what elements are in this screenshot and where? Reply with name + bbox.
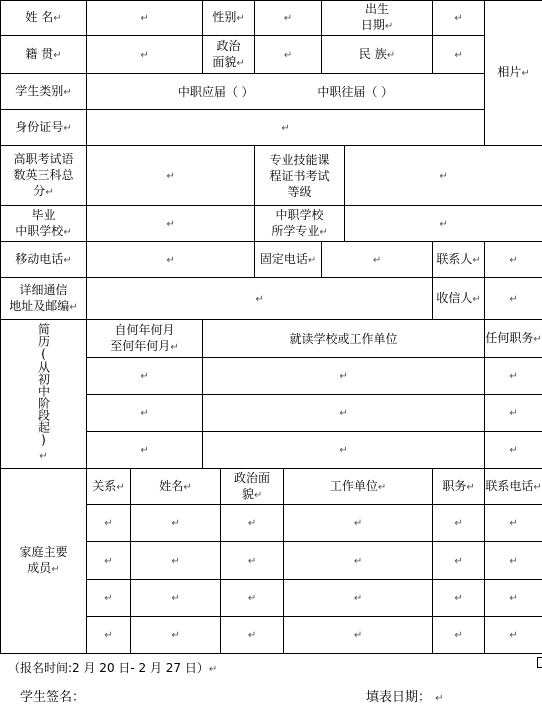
category-field[interactable] <box>87 74 485 110</box>
grad-school-field[interactable]: ↵ <box>87 206 255 242</box>
major-field[interactable]: ↵ <box>345 206 542 242</box>
resume-header-row <box>1 320 542 358</box>
resume-col-period: 自何年何月 至何年何月↵ <box>87 320 203 358</box>
row-phone <box>1 242 542 278</box>
resume-col-position: 任何职务↵ <box>485 320 542 358</box>
family-phone-cell[interactable]: ↵ <box>485 617 542 654</box>
name-label: 姓 名↵ <box>1 1 87 36</box>
family-position-cell[interactable]: ↵ <box>433 617 485 654</box>
contact-field[interactable]: ↵ <box>485 242 542 278</box>
row-id <box>1 110 542 146</box>
native-field[interactable]: ↵ <box>87 36 203 74</box>
family-name-cell[interactable]: ↵ <box>131 505 221 542</box>
address-label: 详细通信 地址及邮编↵ <box>1 278 87 320</box>
category-current[interactable]: 中职应届（ ） <box>177 84 254 99</box>
recipient-label: 收信人↵ <box>433 278 485 320</box>
resume-period-cell[interactable]: ↵ <box>87 432 203 469</box>
gender-field[interactable]: ↵ <box>255 1 322 36</box>
student-signature-label: 学生签名： <box>20 690 86 705</box>
family-relation-cell[interactable]: ↵ <box>87 580 131 617</box>
category-past[interactable]: 中职往届（ ） <box>317 84 394 99</box>
ethnic-label: 民 族↵ <box>322 36 433 74</box>
skill-cert-field[interactable]: ↵ <box>345 146 542 206</box>
recipient-field[interactable]: ↵ <box>485 278 542 320</box>
family-name-cell[interactable]: ↵ <box>131 617 221 654</box>
resume-title: 简历(从初中阶段起) ↵ <box>1 320 87 469</box>
resume-period-cell[interactable]: ↵ <box>87 358 203 395</box>
resume-position-cell[interactable]: ↵ <box>485 395 542 432</box>
mobile-field[interactable]: ↵ <box>87 242 255 278</box>
contact-label: 联系人↵ <box>433 242 485 278</box>
row-category <box>1 74 542 110</box>
political-label: 政治 面貌↵ <box>203 36 255 74</box>
family-name-cell[interactable]: ↵ <box>131 580 221 617</box>
row-name <box>1 1 542 36</box>
skill-cert-label: 专业技能课 程证书考试 等级 <box>255 146 345 206</box>
family-phone-cell[interactable]: ↵ <box>485 505 542 542</box>
mobile-label: 移动电话↵ <box>1 242 87 278</box>
family-political-cell[interactable]: ↵ <box>221 505 284 542</box>
resume-period-cell[interactable]: ↵ <box>87 395 203 432</box>
family-phone-cell[interactable]: ↵ <box>485 580 542 617</box>
family-col-relation: 关系↵ <box>87 469 131 505</box>
id-field[interactable]: ↵ <box>87 110 485 146</box>
exam-score-label: 高职考试语 数英三科总 分↵ <box>1 146 87 206</box>
birth-field[interactable]: ↵ <box>433 1 485 36</box>
family-political-cell[interactable]: ↵ <box>221 542 284 580</box>
registration-period: （报名时间:2 月 20 日- 2 月 27 日）↵ <box>8 661 218 675</box>
row-address <box>1 278 542 320</box>
address-field[interactable]: ↵ <box>87 278 433 320</box>
row-native <box>1 36 542 74</box>
family-col-political: 政治面 貌↵ <box>221 469 284 505</box>
row-scores <box>1 146 542 206</box>
fill-date-label: 填表日期： ↵ <box>366 690 444 705</box>
resume-school-cell[interactable]: ↵ <box>203 395 485 432</box>
family-col-name: 姓名↵ <box>131 469 221 505</box>
political-field[interactable]: ↵ <box>255 36 322 74</box>
family-col-phone: 联系电话↵ <box>485 469 542 505</box>
landline-label: 固定电话↵ <box>255 242 322 278</box>
family-relation-cell[interactable]: ↵ <box>87 617 131 654</box>
category-label: 学生类别↵ <box>1 74 87 110</box>
family-phone-cell[interactable]: ↵ <box>485 542 542 580</box>
family-political-cell[interactable]: ↵ <box>221 617 284 654</box>
family-relation-cell[interactable]: ↵ <box>87 542 131 580</box>
family-header-row <box>1 469 542 505</box>
resume-col-school: 就读学校或工作单位 <box>203 320 485 358</box>
family-position-cell[interactable]: ↵ <box>433 580 485 617</box>
family-title: 家庭主要 成员↵ <box>1 469 87 654</box>
exam-score-field[interactable]: ↵ <box>87 146 255 206</box>
resume-school-cell[interactable]: ↵ <box>203 358 485 395</box>
grad-school-label: 毕业 中职学校↵ <box>1 206 87 242</box>
birth-label: 出生 日期↵ <box>322 1 433 36</box>
family-relation-cell[interactable]: ↵ <box>87 505 131 542</box>
row-school <box>1 206 542 242</box>
major-label: 中职学校 所学专业↵ <box>255 206 345 242</box>
native-label: 籍 贯↵ <box>1 36 87 74</box>
landline-field[interactable]: ↵ <box>322 242 433 278</box>
id-label: 身份证号↵ <box>1 110 87 146</box>
family-position-cell[interactable]: ↵ <box>433 505 485 542</box>
resume-position-cell[interactable]: ↵ <box>485 358 542 395</box>
resume-position-cell[interactable]: ↵ <box>485 432 542 469</box>
family-col-position: 职务↵ <box>433 469 485 505</box>
gender-label: 性别↵ <box>203 1 255 36</box>
name-field[interactable]: ↵ <box>87 1 203 36</box>
family-political-cell[interactable]: ↵ <box>221 580 284 617</box>
family-employer-cell[interactable]: ↵ <box>284 617 433 654</box>
family-employer-cell[interactable]: ↵ <box>284 580 433 617</box>
family-employer-cell[interactable]: ↵ <box>284 505 433 542</box>
family-position-cell[interactable]: ↵ <box>433 542 485 580</box>
resume-school-cell[interactable]: ↵ <box>203 432 485 469</box>
family-col-employer: 工作单位↵ <box>284 469 433 505</box>
family-employer-cell[interactable]: ↵ <box>284 542 433 580</box>
photo-box: 相片↵ <box>485 1 542 146</box>
page-edge-mark <box>537 657 542 668</box>
family-name-cell[interactable]: ↵ <box>131 542 221 580</box>
ethnic-field[interactable]: ↵ <box>433 36 485 74</box>
